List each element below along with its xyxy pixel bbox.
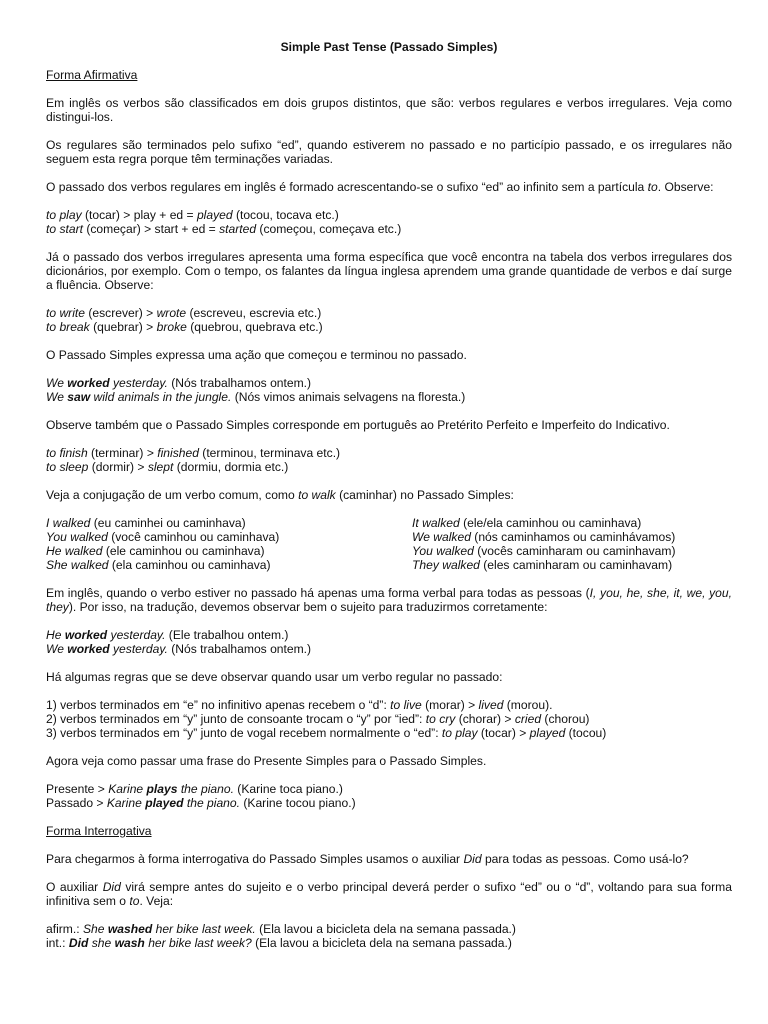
paragraph: Em inglês os verbos são classificados em dois grupos distintos, que são: verbos regulares e verbos irregulares. Veja como distingui-los. <box>46 96 732 124</box>
conjugation-line: You walked (você caminhou ou caminhava) <box>46 530 280 544</box>
example-line: He worked yesterday. (Ele trabalhou ontem.) <box>46 628 289 642</box>
example-line: int.: Did she wash her bike last week? (Ela lavou a bicicleta dela na semana passada.) <box>46 936 512 950</box>
example-line: to finish (terminar) > finished (terminou, terminava etc.) <box>46 446 341 460</box>
example-line: to play (tocar) > play + ed = played (tocou, tocava etc.) <box>46 208 339 222</box>
example-line: We saw wild animals in the jungle. (Nós vimos animais selvagens na floresta.) <box>46 390 466 404</box>
example-line: to sleep (dormir) > slept (dormiu, dormia etc.) <box>46 460 289 474</box>
paragraph: Em inglês, quando o verbo estiver no passado há apenas uma forma verbal para todas as pessoas (I, you, he, she, it, we, you, they). Por isso, na tradução, devemos observar bem o sujeito para traduzirmos corretamente: <box>46 586 732 614</box>
paragraph: Para chegarmos à forma interrogativa do Passado Simples usamos o auxiliar Did para todas as pessoas. Como usá-lo? <box>46 852 689 866</box>
paragraph: Agora veja como passar uma frase do Presente Simples para o Passado Simples. <box>46 754 487 768</box>
conjugation-line: They walked (eles caminharam ou caminhavam) <box>412 558 673 572</box>
rule-item: 1) verbos terminados em “e” no infinitivo apenas recebem o “d”: to live (morar) > lived (morou). <box>46 698 553 712</box>
section-heading-interrogativa: Forma Interrogativa <box>46 824 152 838</box>
conjugation-line: You walked (vocês caminharam ou caminhavam) <box>412 544 676 558</box>
paragraph: O Passado Simples expressa uma ação que começou e terminou no passado. <box>46 348 467 362</box>
example-line: to break (quebrar) > broke (quebrou, quebrava etc.) <box>46 320 323 334</box>
paragraph: Veja a conjugação de um verbo comum, como to walk (caminhar) no Passado Simples: <box>46 488 514 502</box>
example-block <box>46 306 732 334</box>
example-block <box>46 208 732 236</box>
rule-item: 2) verbos terminados em “y” junto de consoante trocam o “y” por “ied”: to cry (chorar) > cried (chorou) <box>46 712 590 726</box>
example-block <box>46 628 732 656</box>
rule-item: 3) verbos terminados em “y” junto de vogal recebem normalmente o “ed”: to play (tocar) > played (tocou) <box>46 726 607 740</box>
example-block <box>46 376 732 404</box>
paragraph: Observe também que o Passado Simples corresponde em português ao Pretérito Perfeito e Imperfeito do Indicativo. <box>46 418 670 432</box>
example-line: Passado > Karine played the piano. (Karine tocou piano.) <box>46 796 356 810</box>
conjugation-line: It walked (ele/ela caminhou ou caminhava) <box>412 516 642 530</box>
conjugation-line: He walked (ele caminhou ou caminhava) <box>46 544 265 558</box>
conjugation-table <box>46 516 732 572</box>
paragraph: Há algumas regras que se deve observar quando usar um verbo regular no passado: <box>46 670 503 684</box>
paragraph: Já o passado dos verbos irregulares apresenta uma forma específica que você encontra na tabela dos verbos irregulares dos dicionários, por exemplo. Com o tempo, os falantes da língua inglesa aprendem uma grande quantidade de verbos e daí surge a fluência. Observe: <box>46 250 732 292</box>
conjugation-line: I walked (eu caminhei ou caminhava) <box>46 516 246 530</box>
paragraph: O auxiliar Did virá sempre antes do sujeito e o verbo principal deverá perder o sufixo “ed” ou o “d”, voltando para sua forma infinitiva sem o to. Veja: <box>46 880 732 908</box>
example-block <box>46 446 732 474</box>
example-line: to write (escrever) > wrote (escreveu, escrevia etc.) <box>46 306 322 320</box>
conjugation-line: We walked (nós caminhamos ou caminhávamos) <box>412 530 676 544</box>
page-title: Simple Past Tense (Passado Simples) <box>280 40 498 54</box>
rules-list <box>46 698 732 740</box>
example-line: Presente > Karine plays the piano. (Karine toca piano.) <box>46 782 343 796</box>
example-line: We worked yesterday. (Nós trabalhamos ontem.) <box>46 376 312 390</box>
example-block <box>46 782 732 810</box>
conjugation-column-left <box>46 516 412 572</box>
conjugation-line: She walked (ela caminhou ou caminhava) <box>46 558 271 572</box>
example-line: We worked yesterday. (Nós trabalhamos ontem.) <box>46 642 312 656</box>
paragraph: O passado dos verbos regulares em inglês é formado acrescentando-se o sufixo “ed” ao infinito sem a partícula to. Observe: <box>46 180 714 194</box>
example-line: to start (começar) > start + ed = started (começou, começava etc.) <box>46 222 402 236</box>
document-page <box>46 40 732 950</box>
example-block <box>46 922 732 950</box>
conjugation-column-right <box>412 516 732 572</box>
section-heading-afirmativa: Forma Afirmativa <box>46 68 138 82</box>
example-line: afirm.: She washed her bike last week. (Ela lavou a bicicleta dela na semana passada.) <box>46 922 516 936</box>
paragraph: Os regulares são terminados pelo sufixo “ed”, quando estiverem no passado e no particípio passado, e os irregulares não seguem esta regra porque têm terminações variadas. <box>46 138 732 166</box>
